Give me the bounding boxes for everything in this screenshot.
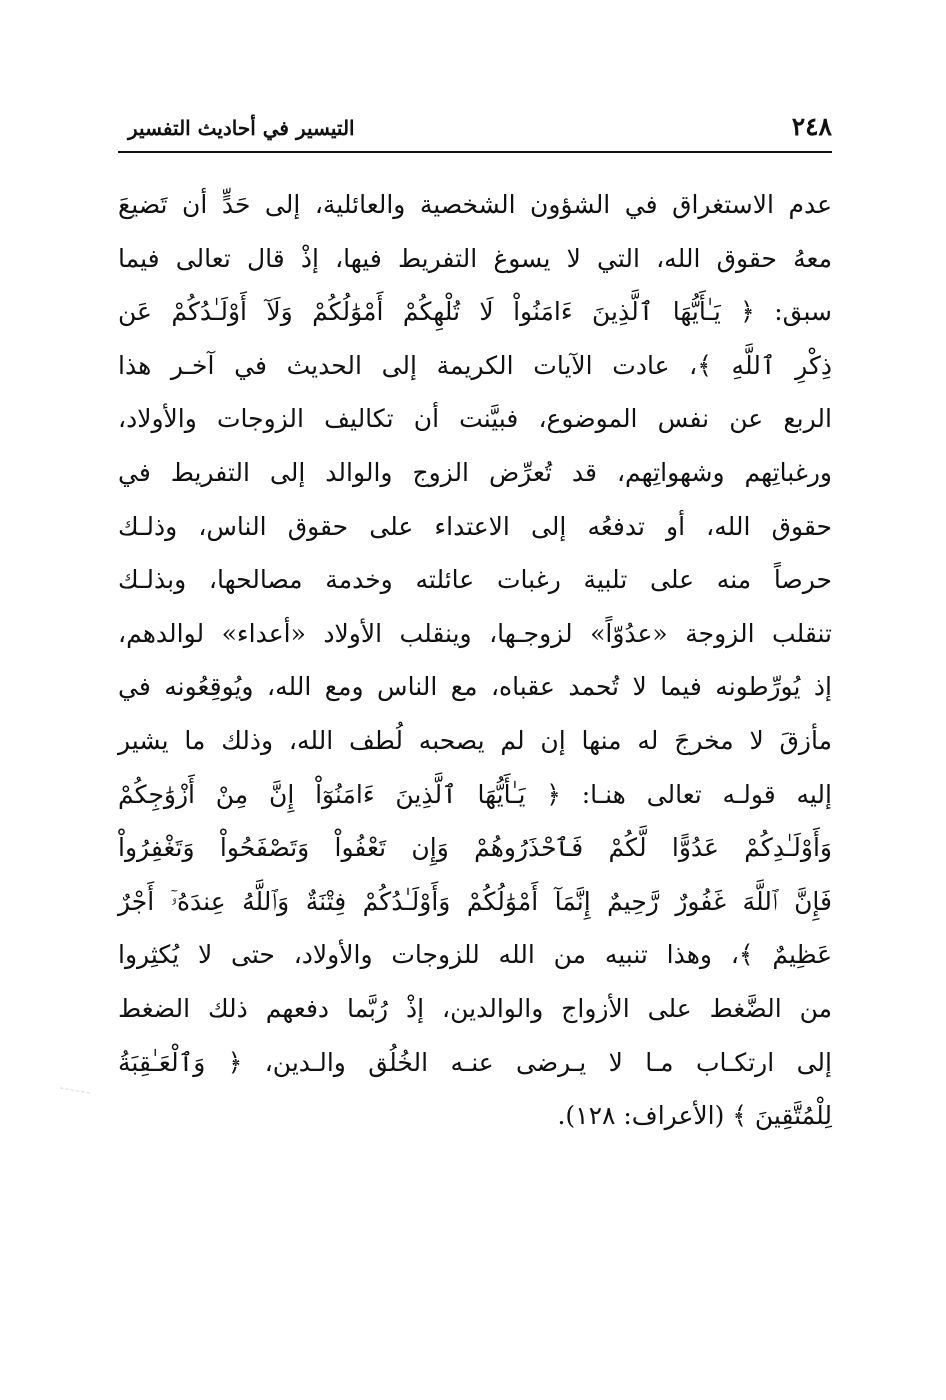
text-line: مأزقَ لا مخرجَ له منها إن لم يصحبه لُطف الله، وذلك ما يشير bbox=[118, 725, 832, 755]
text-line: ذِكْرِ ٱللَّهِ ﴾، عادت الآيات الكريمة إلى الحديث في آخـر هذا bbox=[118, 350, 832, 380]
text-line: عَظِيمٌ ﴾، وهذا تنبيه من الله للزوجات والأولاد، حتى لا يُكثِروا bbox=[118, 940, 832, 970]
text-line: تنقلب الزوجة «عدُوّاً» لزوجـها، وينقلب الأولاد «أعداء» لوالدهم، bbox=[118, 618, 832, 648]
text-line: وَأَوْلَـٰدِكُمْ عَدُوًّا لَّكُمْ فَٱحْذَرُوهُمْ وَإِن تَعْفُواْ وَتَصْفَحُواْ وَتَغْفِرُواْ bbox=[118, 833, 832, 863]
header-rule bbox=[118, 151, 832, 153]
page-number: ٢٤٨ bbox=[791, 112, 832, 141]
text-line: عدم الاستغراق في الشؤون الشخصية والعائلية، إلى حَدٍّ أن تَضيعَ bbox=[118, 190, 832, 219]
page-header bbox=[118, 112, 832, 152]
scan-edge-mark bbox=[60, 1087, 90, 1093]
text-line: سبق: ﴿ يَـٰأَيُّهَا ٱلَّذِينَ ءَامَنُواْ لَا تُلْهِكُمْ أَمْوَٰلُكُمْ وَلَآ أَوْلَـٰدُكُمْ عَن bbox=[118, 297, 832, 327]
text-line: فَإِنَّ ٱللَّهَ غَفُورٌ رَّحِيمٌ إِنَّمَآ أَمْوَٰلُكُمْ وَأَوْلَـٰدُكُمْ فِتْنَةٌ وَٱللَّهُ عِندَهُۥٓ أَجْرٌ bbox=[118, 886, 832, 916]
text-line: حرصاً منه على تلبية رغبات عائلته وخدمة مصالحها، وبذلـك bbox=[118, 565, 832, 595]
text-line: ورغباتِهم وشهواتِهم، قد تُعرِّض الزوج والوالد إلى التفريط في bbox=[118, 457, 832, 487]
running-title: التيسير في أحاديث التفسير bbox=[128, 116, 355, 140]
text-line: إلى ارتكـاب مـا لا يـرضى عنـه الخُلُق والـدين، ﴿ وَٱلْعَـٰقِبَةُ bbox=[118, 1047, 832, 1077]
text-line: إذ يُورِّطونه فيما لا تُحمد عقباه، مع الناس ومع الله، ويُوقِعُونه في bbox=[118, 672, 832, 702]
text-line: الربع عن نفس الموضوع، فبيَّنت أن تكاليف الزوجات والأولاد، bbox=[118, 404, 832, 434]
text-line: حقوق الله، أو تدفعُه إلى الاعتداء على حقوق الناس، وذلـك bbox=[118, 511, 832, 541]
text-line: معهُ حقوق الله، التي لا يسوغ التفريط فيها، إذْ قال تعالى فيما bbox=[118, 243, 832, 273]
text-line: إليه قولـه تعالى هنـا: ﴿ يَـٰأَيُّهَا ٱلَّذِينَ ءَامَنُوٓاْ إِنَّ مِنْ أَزْوَٰجِكُمْ bbox=[118, 779, 832, 809]
text-line: لِلْمُتَّقِينَ ﴾ (الأعراف: ١٢٨). bbox=[557, 1101, 832, 1131]
text-line: من الضَّغط على الأزواج والوالدين، إذْ رُبَّما دفعهم ذلك الضغط bbox=[118, 993, 832, 1023]
body-text bbox=[118, 178, 832, 1143]
